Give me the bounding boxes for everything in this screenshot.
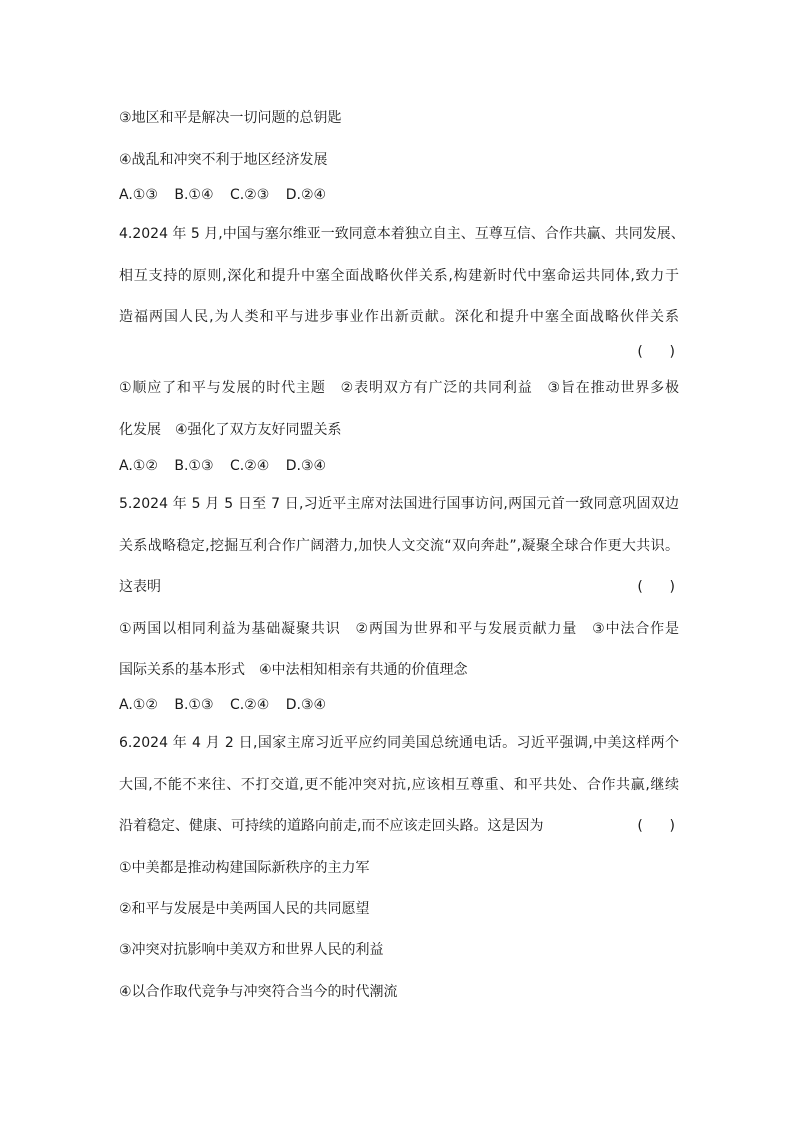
q4-choice-d: D.③④	[285, 458, 327, 474]
q5-stem-line-3-row	[119, 577, 679, 597]
q6-option-4: ④以合作取代竞争与冲突符合当今的时代潮流	[119, 984, 398, 1000]
q6-answer-bracket: ( )	[637, 818, 675, 834]
q3-choice-b: B.①④	[174, 187, 214, 203]
q3-statement-4: ④战乱和冲突不利于地区经济发展	[119, 152, 328, 168]
q3-choice-d: D.②④	[285, 187, 327, 203]
q3-choices	[119, 185, 679, 205]
q6-stem-line-1: 6.2024 年 4 月 2 日,国家主席习近平应约同美国总统通电话。习近平强调,中美这样两个	[119, 735, 679, 751]
q5-answer-bracket: ( )	[637, 579, 675, 595]
q4-stem-line-3: 造福两国人民,为人类和平与进步事业作出新贡献。深化和提升中塞全面战略伙伴关系	[119, 309, 679, 325]
q4-options-line-2: 化发展 ④强化了双方友好同盟关系	[119, 422, 342, 438]
q4-answer-row	[119, 342, 679, 362]
q5-choice-a: A.①②	[119, 697, 158, 713]
q5-choices	[119, 695, 679, 715]
q6-option-3: ③冲突对抗影响中美双方和世界人民的利益	[119, 942, 384, 958]
q4-stem-line-2: 相互支持的原则,深化和提升中塞全面战略伙伴关系,构建新时代中塞命运共同体,致力于	[119, 268, 679, 284]
q3-choice-a: A.①③	[119, 187, 158, 203]
q4-choices	[119, 456, 679, 476]
q6-stem-line-3-row	[119, 816, 679, 836]
q6-option-2: ②和平与发展是中美两国人民的共同愿望	[119, 901, 370, 917]
q6-stem-line-3: 沿着稳定、健康、可持续的道路向前走,而不应该走回头路。这是因为	[119, 818, 544, 834]
q5-choice-d: D.③④	[285, 697, 327, 713]
q6-stem-line-2: 大国,不能不来往、不打交道,更不能冲突对抗,应该相互尊重、和平共处、合作共赢,继续	[119, 777, 679, 793]
q5-stem-line-2: 关系战略稳定,挖掘互利合作广阔潜力,加快人文交流“双向奔赴”,凝聚全球合作更大共识。	[119, 538, 679, 554]
q5-options-line-2: 国际关系的基本形式 ④中法相知相亲有共通的价值理念	[119, 662, 468, 678]
q3-choice-c: C.②③	[229, 187, 270, 203]
q4-choice-b: B.①③	[174, 458, 214, 474]
q4-options-line-1: ①顺应了和平与发展的时代主题 ②表明双方有广泛的共同利益 ③旨在推动世界多极	[119, 380, 679, 396]
q5-options-line-1: ①两国以相同利益为基础凝聚共识 ②两国为世界和平与发展贡献力量 ③中法合作是	[119, 621, 679, 637]
q4-choice-c: C.②④	[229, 458, 270, 474]
q5-choice-b: B.①③	[174, 697, 214, 713]
q4-stem-line-1: 4.2024 年 5 月,中国与塞尔维亚一致同意本着独立自主、互尊互信、合作共赢、共同发展、	[119, 226, 685, 242]
q6-option-1: ①中美都是推动构建国际新秩序的主力军	[119, 860, 370, 876]
q5-choice-c: C.②④	[229, 697, 270, 713]
q5-stem-line-3: 这表明	[119, 579, 161, 595]
q4-choice-a: A.①②	[119, 458, 158, 474]
q3-statement-3: ③地区和平是解决一切问题的总钥匙	[119, 110, 342, 126]
q5-stem-line-1: 5.2024 年 5 月 5 日至 7 日,习近平主席对法国进行国事访问,两国元首一致同意巩固双边	[119, 496, 679, 512]
q4-answer-bracket: ( )	[637, 344, 675, 360]
